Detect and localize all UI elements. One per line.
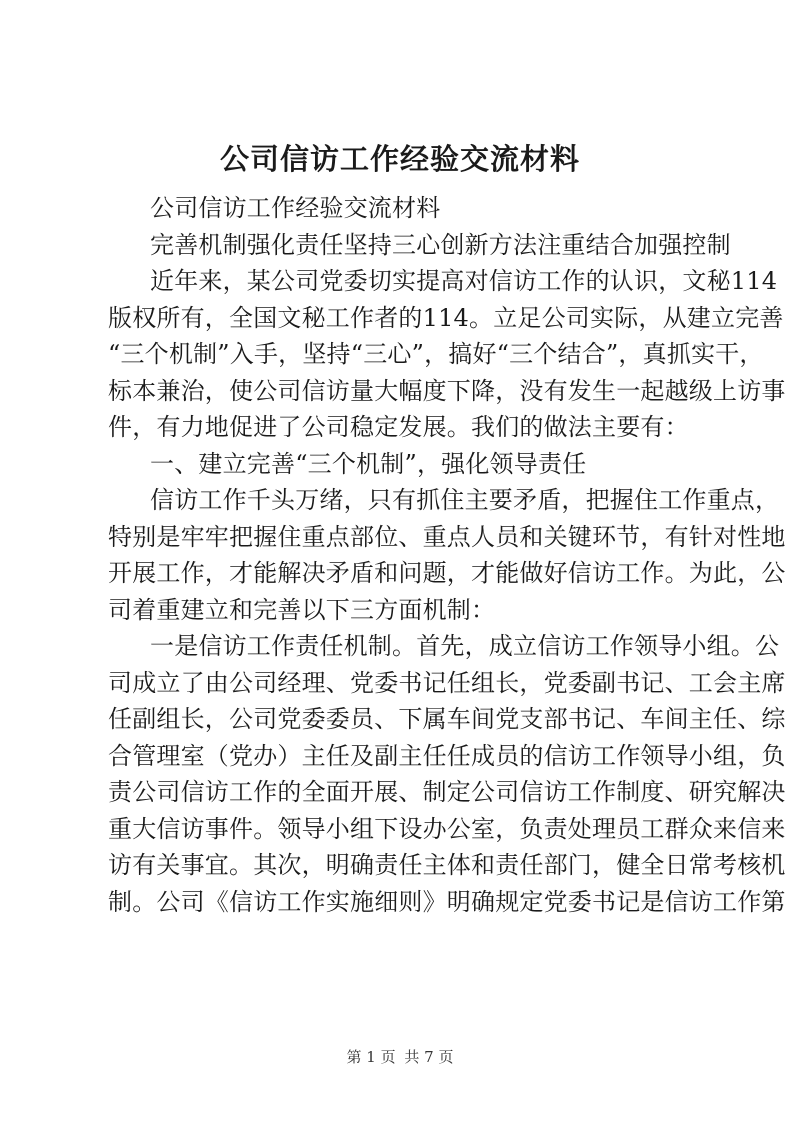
paragraph-line: 标本兼治，使公司信访量大幅度下降，没有发生一起越级上访事 xyxy=(108,376,786,405)
paragraph-line: 任副组长，公司党委委员、下属车间党支部书记、车间主任、综 xyxy=(108,705,786,733)
paragraph-line: 司着重建立和完善以下三方面机制： xyxy=(108,595,496,624)
page-number: 第 1 页 xyxy=(346,1048,396,1066)
page-total: 共 7 页 xyxy=(404,1048,454,1066)
document-title: 公司信访工作经验交流材料 xyxy=(219,142,580,176)
paragraph-line: 司成立了由公司经理、党委书记任组长，党委副书记、工会主席 xyxy=(108,668,786,697)
subtitle-line: 公司信访工作经验交流材料 xyxy=(150,194,441,222)
paragraph-line: 访有关事宜。其次，明确责任主体和责任部门，健全日常考核机 xyxy=(108,851,786,879)
heading-line: 完善机制强化责任坚持三心创新方法注重结合加强控制 xyxy=(150,230,731,259)
paragraph-line: 制。公司《信访工作实施细则》明确规定党委书记是信访工作第 xyxy=(108,887,786,916)
paragraph-line: 件，有力地促进了公司稳定发展。我们的做法主要有： xyxy=(108,413,689,441)
paragraph-line: 特别是牢牢把握住重点部位、重点人员和关键环节，有针对性地 xyxy=(108,522,786,551)
paragraph-line: 责公司信访工作的全面开展、制定公司信访工作制度、研究解决 xyxy=(108,778,786,806)
page-footer xyxy=(0,1047,800,1067)
paragraph-line: “三个机制”入手，坚持“三心”，搞好“三个结合”，真抓实干， xyxy=(108,340,764,368)
paragraph-line: 开展工作，才能解决矛盾和问题，才能做好信访工作。为此，公 xyxy=(108,559,786,587)
section-heading: 一、建立完善“三个机制”，强化领导责任 xyxy=(150,449,587,478)
paragraph-line: 近年来，某公司党委切实提高对信访工作的认识，文秘114 xyxy=(150,267,778,295)
paragraph-line: 重大信访事件。领导小组下设办公室，负责处理员工群众来信来 xyxy=(108,814,786,843)
paragraph-line: 版权所有，全国文秘工作者的114。立足公司实际，从建立完善 xyxy=(108,303,784,332)
document-body xyxy=(108,190,786,920)
paragraph-line: 一是信访工作责任机制。首先，成立信访工作领导小组。公 xyxy=(150,632,780,660)
paragraph-line: 信访工作千头万绪，只有抓住主要矛盾，把握住工作重点， xyxy=(150,486,780,514)
paragraph-line: 合管理室（党办）主任及副主任任成员的信访工作领导小组，负 xyxy=(108,741,786,770)
